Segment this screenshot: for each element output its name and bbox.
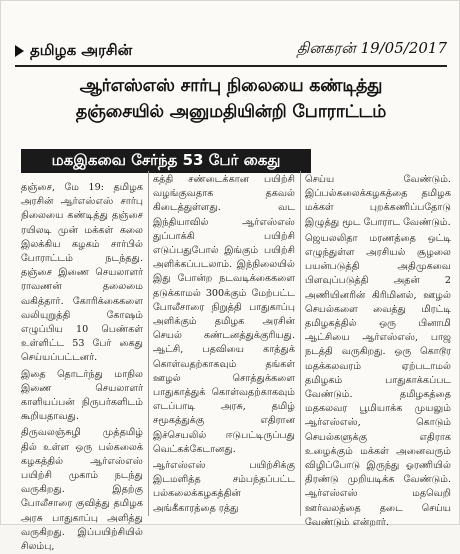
paragraph: ஆர்எஸ்எஸ் பயிற்சிக்கு இடமளித்த சம்பந்தப்பட்ட பல்கலைக்கழகத்தின் அங்கீகாரத்தை ரத்து xyxy=(153,460,295,514)
paragraph: இதை தொடர்ந்து மாநில இணை செயலாளர் காளியப்பன் நிருபர்களிடம் கூறியதாவது. xyxy=(21,368,143,423)
subhead-banner: மகஇகவை சேர்ந்த 53 பேர் கைது xyxy=(21,149,311,173)
article-column-1 xyxy=(21,181,143,553)
section-label xyxy=(15,41,132,61)
column-divider xyxy=(148,171,149,516)
article-column-3 xyxy=(305,173,451,528)
paragraph: கத்தி சண்டைக்கான பயிற்சி வழங்குவதாக தகவல் கிடைத்துள்ளது. வட இந்தியாவில் ஆர்எஸ்எஸ் துப்பாக்கி பயிற்சி எடுப்பதுபோல் இங்கும் பயிற்சி அளிக்கப்படலாம். இந்நிலையில் இது போன்ற நடவடிக்கைகளை தடுக்காமல் 300க்கும் மேற்பட்ட போலீசாரை நிறுத்தி பாதுகாப்பு அளிக்கும் தமிழக அரசின் செயல் கண்டனத்துக்குரியது. ஆட்சி, பதவியை காத்துக் கொள்வதற்காகவும் தங்கள் ஊழல் சொத்துக்களை பாதுகாத்துக் கொள்வதற்காகவும் எடப்பாடி அரசு, தமிழ் சமூகத்துக்கு எதிரான இச்செயலில் ஈடுபட்டிருப்பது வெட்கக்கேடானது. xyxy=(153,174,295,455)
article-column-2 xyxy=(153,173,295,514)
arrow-icon xyxy=(15,45,24,57)
section-title: தமிழக அரசின் xyxy=(30,41,133,59)
headline-line-2: தஞ்சையில் அனுமதியின்றி போராட்டம் xyxy=(75,102,387,122)
paragraph: திருவலஞ்சுழி முத்தமிழ் தில் உள்ள ஒரு பல்கலைக் கழகத்தில் ஆர்எஸ்எஸ் பயிற்சி முகாம் நடந்து வருகிறது. இதற்கு போலீசாரை குவித்து தமிழக அரசு பாதுகாப்பு அளித்து வருகிறது. இப்பயிற்சியில் சிலம்பு, xyxy=(21,427,143,553)
newspaper-source-date: தினகரன் 19/05/2017 xyxy=(297,39,447,57)
masthead xyxy=(15,41,447,63)
paragraph: ஜெயலலிதா மரணத்தை ஒட்டி எழுந்துள்ள அரசியல் சூழலை பயன்படுத்தி அதிமுகவை பிளவுப்படுத்தி அதன் 2 அணியினரின் கிரிமினல், ஊழல் செயல்களை வைத்து மிரட்டி தமிழகத்தில் ஒரு பினாமி ஆட்சியை ஆர்எஸ்எஸ், பாஜ நடத்தி வருகிறது. ஒரு கொடூர மதக்கலவரம் ஏற்படாமல் தமிழகம் பாதுகாக்கப்பட வேண்டும். தமிழகத்தை மதகலவர பூமியாக்க முயலும் ஆர்எஸ்எஸ், கொடும் செயல்களுக்கு எதிராக உழைக்கும் மக்கள் அனைவரும் விழிப்போடு இருந்து ஓரணியில் திரண்டு முறியடிக்க வேண்டும். ஆர்எஸ்எஸ் மதவெறி ஊர்வலத்தை தடை செய்ய வேண்டும் என்றார். xyxy=(305,232,451,528)
article-body xyxy=(21,174,451,553)
masthead-rule xyxy=(15,65,447,67)
paragraph: செய்ய வேண்டும். இப்பல்கலைக்கழகத்தை தமிழக மக்கள் புறக்கணிப்பதோடு இழுத்து மூட போராட வேண்டும். xyxy=(305,174,451,228)
column-divider xyxy=(300,171,301,516)
paragraph: தஞ்சை, மே 19: தமிழக அரசின் ஆர்எஸ்எஸ் சார்பு நிலையை கண்டித்து தஞ்சை ரயிலடி முன் மக்கள் கலை இலக்கிய கழகம் சார்பில் போராட்டம் நடந்தது. தஞ்சை இணை செயலாளர் ராவணன் தலைமை வகித்தார். கோரிக்கைகளை வலியுறுத்தி கோஷம் எழுப்பிய 10 பெண்கள் உள்ளிட்ட 53 பேர் கைது செய்யப்பட்டனர். xyxy=(21,182,143,364)
headline-line-1: ஆர்எஸ்எஸ் சார்பு நிலையை கண்டித்து xyxy=(79,76,383,96)
headline xyxy=(15,73,447,125)
